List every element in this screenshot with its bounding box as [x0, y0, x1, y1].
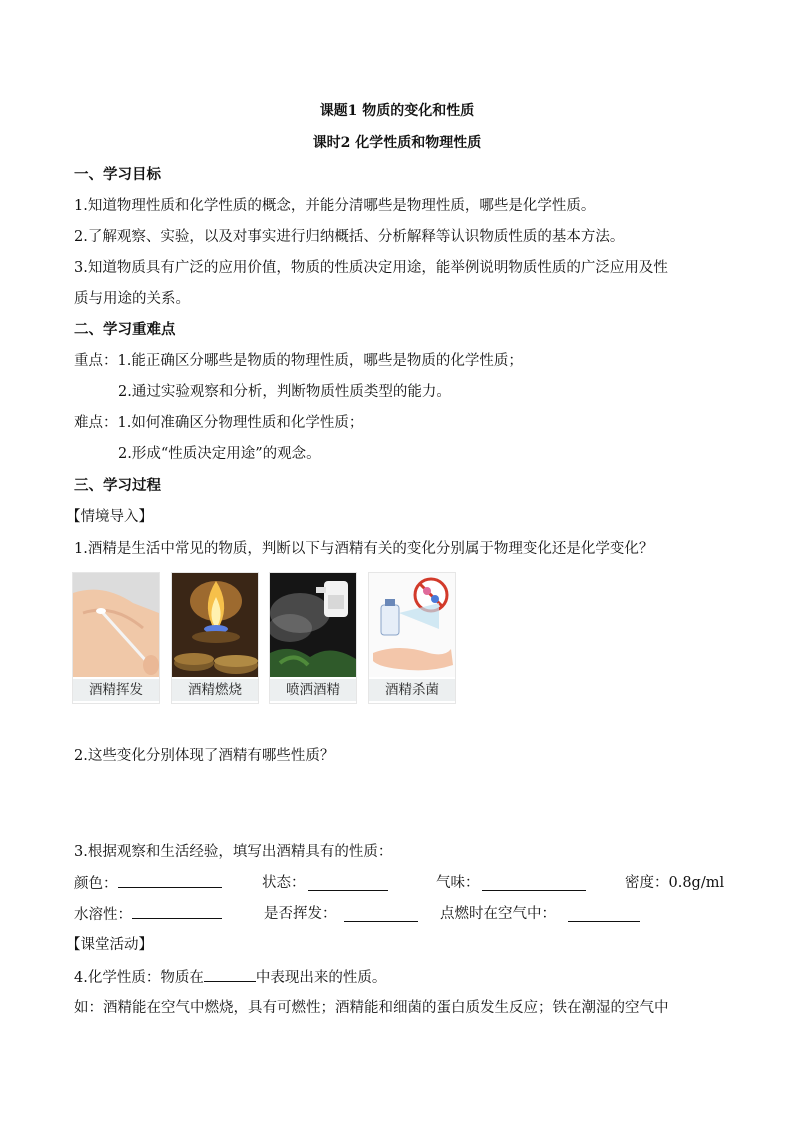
difficulty-1: 难点：1.如何准确区分物理性质和化学性质；	[74, 415, 364, 431]
smell-blank[interactable]	[482, 876, 586, 891]
example-line: 如：酒精能在空气中燃烧，具有可燃性；酒精能和细菌的蛋白质发生反应；铁在潮湿的空气中	[74, 1000, 669, 1016]
goal-2: 2.了解观察、实验，以及对事实进行归纳概括、分析解释等认识物质性质的基本方法。	[74, 229, 625, 245]
solubility-label: 水溶性：	[74, 907, 132, 923]
ignite-label: 点燃时在空气中：	[440, 906, 556, 922]
scenario-intro-tag: 【情境导入】	[66, 509, 153, 525]
image-card-evaporation	[72, 572, 160, 704]
ignite-blank[interactable]	[568, 907, 640, 922]
key-point-1: 重点：1.能正确区分哪些是物质的物理性质，哪些是物质的化学性质；	[74, 353, 523, 369]
lesson-title: 课题1 物质的变化和性质	[319, 103, 475, 119]
question-4-suffix: 中表现出来的性质。	[255, 970, 387, 986]
question-4-blank[interactable]	[204, 967, 256, 982]
color-label: 颜色：	[74, 876, 118, 892]
question-1: 1.酒精是生活中常见的物质，判断以下与酒精有关的变化分别属于物理变化还是化学变化？	[74, 541, 654, 557]
volatile-label: 是否挥发：	[264, 906, 337, 922]
state-blank[interactable]	[308, 876, 388, 891]
image-caption: 酒精杀菌	[369, 679, 455, 701]
alcohol-lamp-flame-icon	[172, 573, 258, 677]
question-4	[74, 967, 386, 988]
lesson-subtitle: 课时2 化学性质和物理性质	[312, 135, 482, 151]
smell-label: 气味：	[436, 875, 480, 891]
goal-1: 1.知道物理性质和化学性质的概念，并能分清哪些是物理性质，哪些是化学性质。	[74, 198, 596, 214]
section-heading-process: 三、学习过程	[74, 477, 161, 494]
property-row-1	[74, 873, 734, 894]
sanitizer-virus-icon	[369, 573, 455, 677]
question-4-prefix: 4.化学性质：物质在	[74, 970, 204, 986]
difficulty-2: 2.形成“性质决定用途”的观念。	[118, 446, 321, 462]
image-card-burning	[171, 572, 259, 704]
section-heading-goals: 一、学习目标	[74, 166, 161, 183]
question-3: 3.根据观察和生活经验，填写出酒精具有的性质：	[74, 844, 393, 860]
density-label: 密度：0.8g/ml	[625, 875, 725, 891]
property-row-2	[74, 904, 734, 925]
spray-bottle-mist-icon	[270, 573, 356, 677]
image-caption: 酒精燃烧	[172, 679, 258, 701]
goal-3-line-2: 质与用途的关系。	[74, 291, 190, 307]
cotton-swab-on-skin-icon	[73, 573, 159, 677]
class-activity-tag: 【课堂活动】	[66, 937, 153, 953]
image-caption: 酒精挥发	[73, 679, 159, 701]
goal-3-line-1: 3.知道物质具有广泛的应用价值，物质的性质决定用途，能举例说明物质性质的广泛应用及性	[74, 260, 668, 276]
question-2: 2.这些变化分别体现了酒精有哪些性质？	[74, 748, 335, 764]
key-point-2: 2.通过实验观察和分析，判断物质性质类型的能力。	[118, 384, 451, 400]
image-caption: 喷洒酒精	[270, 679, 356, 701]
image-card-sterilizing	[368, 572, 456, 704]
image-card-spraying	[269, 572, 357, 704]
volatile-blank[interactable]	[344, 907, 418, 922]
solubility-blank[interactable]	[132, 904, 222, 919]
section-heading-key-points: 二、学习重难点	[74, 321, 176, 338]
state-label: 状态：	[262, 875, 306, 891]
color-blank[interactable]	[118, 873, 222, 888]
